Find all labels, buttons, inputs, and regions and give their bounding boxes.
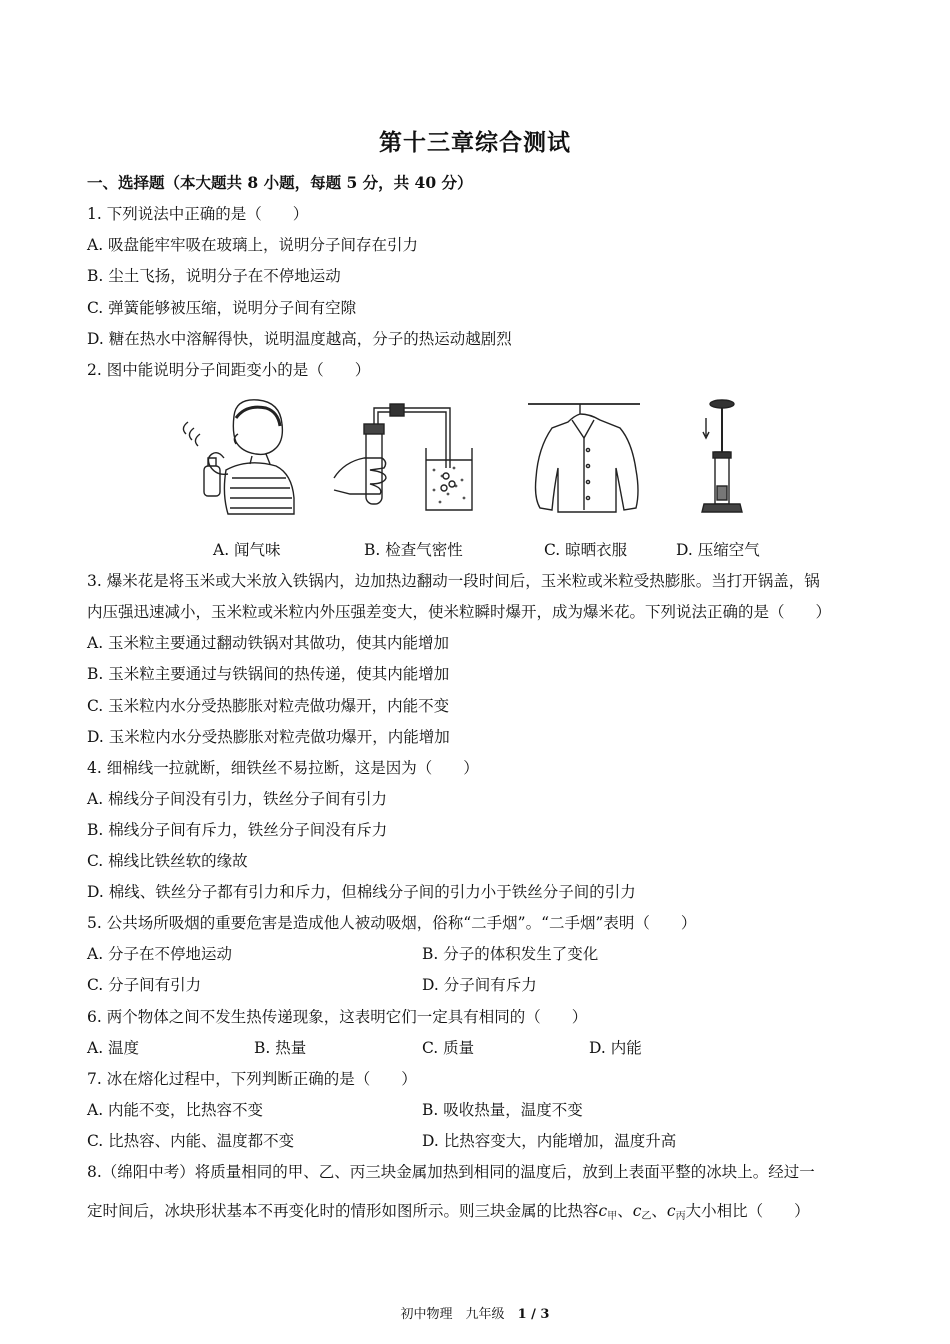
q6-option-b: B. 热量 bbox=[254, 1039, 307, 1057]
q7-option-a: A. 内能不变，比热容不变 bbox=[87, 1101, 264, 1119]
q1-option-c: C. 弹簧能够被压缩，说明分子间有空隙 bbox=[87, 299, 357, 317]
q8-stem-line1: 8.（绵阳中考）将质量相同的甲、乙、丙三块金属加热到相同的温度后，放到上表面平整的冰块上。经过一 bbox=[87, 1163, 815, 1181]
q7-option-b: B. 吸收热量，温度不变 bbox=[422, 1101, 583, 1119]
q4-option-a: A. 棉线分子间没有引力，铁丝分子间有引力 bbox=[87, 790, 388, 808]
page-footer bbox=[0, 1303, 950, 1322]
figure-caption-d: D. 压缩空气 bbox=[676, 541, 760, 559]
q3-option-c: C. 玉米粒内水分受热膨胀对粒壳做功爆开，内能不变 bbox=[87, 697, 450, 715]
c-symbol-3: c bbox=[666, 1202, 676, 1220]
q8-stem-line2-post: 大小相比（ ） bbox=[685, 1202, 810, 1220]
figure-caption-b: B. 检查气密性 bbox=[364, 541, 463, 559]
q3-stem-line2: 内压强迅速减小，玉米粒或米粒内外压强差变大，使米粒瞬时爆开，成为爆米花。下列说法正确的是（ ） bbox=[87, 603, 832, 621]
q3-option-d: D. 玉米粒内水分受热膨胀对粒壳做功爆开，内能增加 bbox=[87, 728, 450, 746]
q6-option-c: C. 质量 bbox=[422, 1039, 475, 1057]
figure-compress-air bbox=[694, 396, 744, 518]
q8-stem-line2-pre: 定时间后，冰块形状基本不再变化时的情形如图所示。则三块金属的比热容 bbox=[87, 1202, 599, 1220]
q1-option-d: D. 糖在热水中溶解得快，说明温度越高，分子的热运动越剧烈 bbox=[87, 330, 512, 348]
separator-1: 、 bbox=[617, 1202, 633, 1220]
q1-option-a: A. 吸盘能牢牢吸在玻璃上，说明分子间存在引力 bbox=[87, 236, 419, 254]
q5-option-a: A. 分子在不停地运动 bbox=[87, 945, 233, 963]
q4-option-b: B. 棉线分子间有斥力，铁丝分子间没有斥力 bbox=[87, 821, 388, 839]
footer-text: 初中物理 九年级 bbox=[400, 1307, 518, 1322]
page-number: 1 / 3 bbox=[517, 1307, 550, 1322]
section-heading: 一、选择题（本大题共 8 小题，每题 5 分，共 40 分） bbox=[87, 173, 473, 192]
q6-option-d: D. 内能 bbox=[589, 1039, 642, 1057]
q5-option-c: C. 分子间有引力 bbox=[87, 976, 202, 994]
subscript-yi: 乙 bbox=[641, 1211, 652, 1222]
q4-stem: 4. 细棉线一拉就断，细铁丝不易拉断，这是因为（ ） bbox=[87, 759, 479, 777]
q3-option-b: B. 玉米粒主要通过与铁锅间的热传递，使其内能增加 bbox=[87, 665, 450, 683]
q5-option-b: B. 分子的体积发生了变化 bbox=[422, 945, 599, 963]
subscript-jia: 甲 bbox=[607, 1211, 618, 1222]
figure-drying-clothes bbox=[528, 398, 640, 516]
q3-option-a: A. 玉米粒主要通过翻动铁锅对其做功，使其内能增加 bbox=[87, 634, 450, 652]
q7-stem: 7. 冰在熔化过程中，下列判断正确的是（ ） bbox=[87, 1070, 417, 1088]
separator-2: 、 bbox=[651, 1202, 667, 1220]
q6-stem: 6. 两个物体之间不发生热传递现象，这表明它们一定具有相同的（ ） bbox=[87, 1008, 588, 1026]
figure-caption-a: A. 闻气味 bbox=[213, 541, 281, 559]
q1-option-b: B. 尘土飞扬，说明分子在不停地运动 bbox=[87, 267, 341, 285]
figure-airtightness bbox=[330, 398, 480, 516]
q1-stem: 1. 下列说法中正确的是（ ） bbox=[87, 205, 309, 223]
q5-stem: 5. 公共场所吸烟的重要危害是造成他人被动吸烟，俗称“二手烟”。“二手烟”表明（ ） bbox=[87, 914, 697, 932]
subscript-bing: 丙 bbox=[675, 1211, 686, 1222]
q7-option-c: C. 比热容、内能、温度都不变 bbox=[87, 1132, 295, 1150]
figure-smell-boy bbox=[176, 394, 304, 516]
c-symbol-1: c bbox=[598, 1202, 608, 1220]
page-title: 第十三章综合测试 bbox=[379, 129, 571, 156]
figure-caption-c: C. 晾晒衣服 bbox=[544, 541, 628, 559]
q4-option-d: D. 棉线、铁丝分子都有引力和斥力，但棉线分子间的引力小于铁丝分子间的引力 bbox=[87, 883, 636, 901]
c-symbol-2: c bbox=[632, 1202, 642, 1220]
q3-stem-line1: 3. 爆米花是将玉米或大米放入铁锅内，边加热边翻动一段时间后，玉米粒或米粒受热膨胀。当打开锅盖，锅 bbox=[87, 572, 820, 590]
q2-stem: 2. 图中能说明分子间距变小的是（ ） bbox=[87, 361, 371, 379]
q4-option-c: C. 棉线比铁丝软的缘故 bbox=[87, 852, 248, 870]
q8-stem-line2 bbox=[87, 1199, 810, 1222]
q6-option-a: A. 温度 bbox=[87, 1039, 140, 1057]
q5-option-d: D. 分子间有斥力 bbox=[422, 976, 537, 994]
q7-option-d: D. 比热容变大，内能增加，温度升高 bbox=[422, 1132, 677, 1150]
